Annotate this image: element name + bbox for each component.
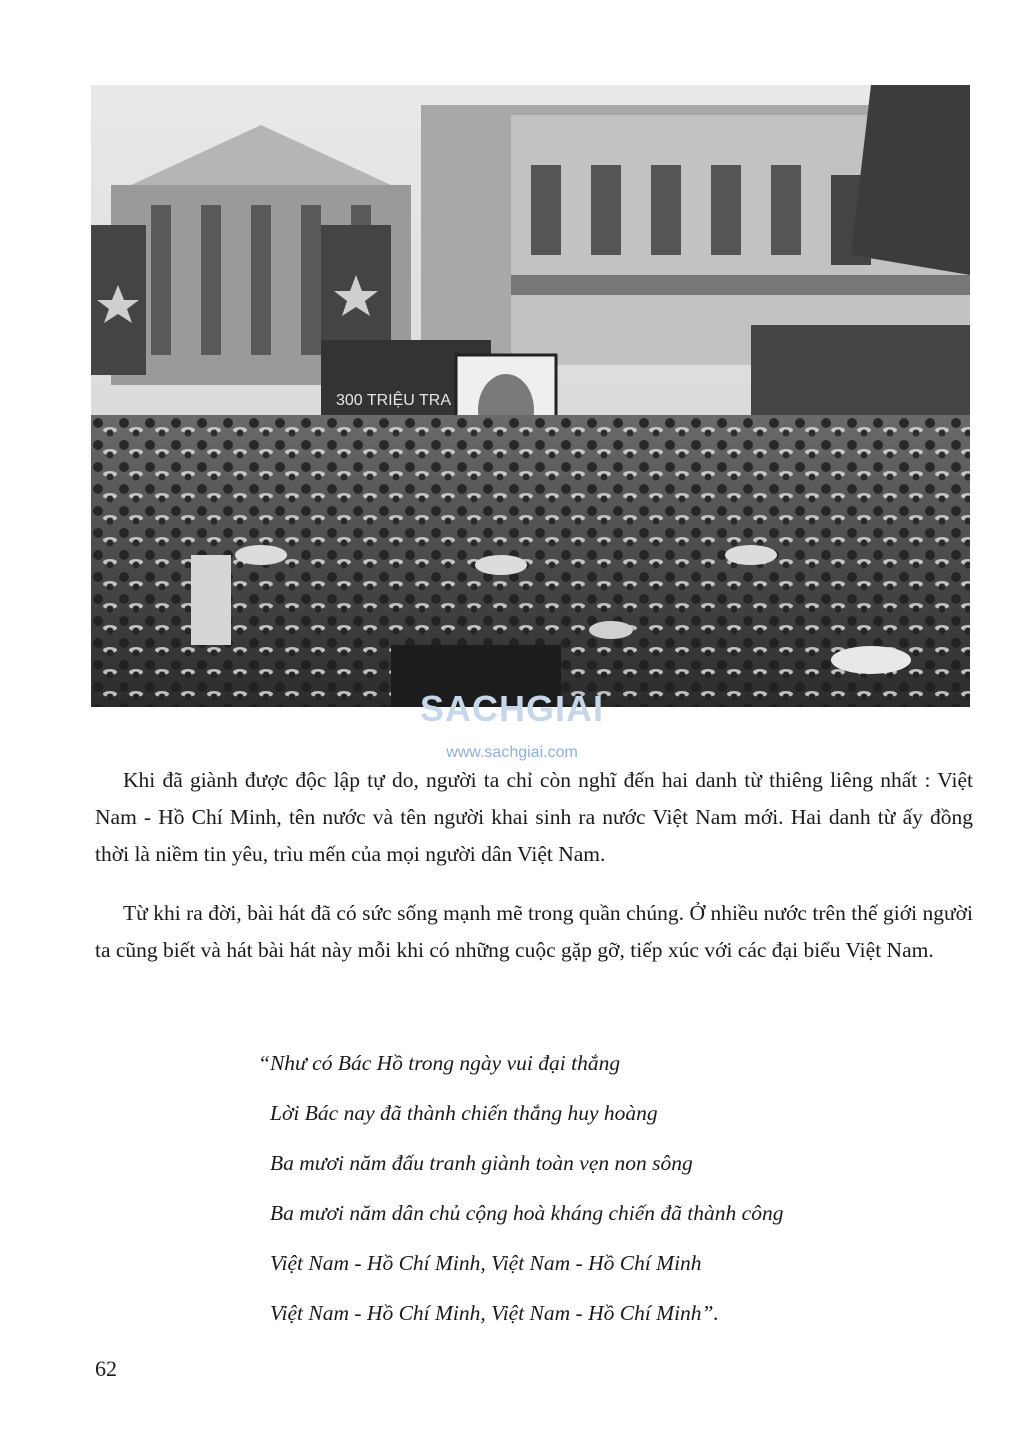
poem-lyrics [258,1044,783,1344]
watermark-url: www.sachgiai.com [446,744,578,761]
crowd-photo-illustration [91,85,970,707]
page-number: 62 [95,1356,117,1381]
poem-line: Ba mươi năm đấu tranh giành toàn vẹn non sông [270,1151,693,1175]
poem-line: Lời Bác nay đã thành chiến thắng huy hoàng [270,1101,658,1125]
poem-line: “Như có Bác Hồ trong ngày vui đại thắng [258,1051,621,1075]
poem-line: Ba mươi năm dân chủ cộng hoà kháng chiến đã thành công [270,1201,784,1225]
poem-line: Việt Nam - Hồ Chí Minh, Việt Nam - Hồ Chí Minh”. [270,1301,719,1325]
watermark-logo: SACHGIAI [419,688,604,729]
paragraph-2: Từ khi ra đời, bài hát đã có sức sống mạnh mẽ trong quần chúng. Ở nhiều nước trên thế giới người ta cũng biết và hát bài hát này mỗi khi có những cuộc gặp gỡ, tiếp xúc với các đại biểu Việt Nam. [95,901,973,962]
svg-text:300 TRIỆU TRA: 300 TRIỆU TRA [336,392,452,409]
poem-line: Việt Nam - Hồ Chí Minh, Việt Nam - Hồ Chí Minh [270,1251,702,1275]
crowd-photo [91,85,970,707]
paragraph-1: Khi đã giành được độc lập tự do, người ta chỉ còn nghĩ đến hai danh từ thiêng liêng nhất : Việt Nam - Hồ Chí Minh, tên nước và tên người khai sinh ra nước Việt Nam mới. Hai danh từ ấy đồng thời là niềm tin yêu, trìu mến của mọi người dân Việt Nam. [95,768,973,866]
